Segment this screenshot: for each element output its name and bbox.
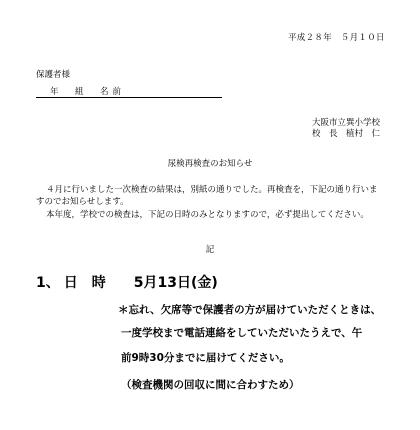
name-field-line (36, 86, 222, 98)
note-line-3: 前9時30分までに届けてください。 (121, 352, 290, 364)
name-field-label: 年 組 名前 (50, 87, 126, 97)
note-line-2: 一度学校まで電話連絡をしていただいたうえで、午 (121, 327, 363, 339)
item-label-time: 時 (91, 275, 106, 291)
item-label-day: 日 (63, 275, 78, 291)
document-title: 尿検再検査のお知らせ (167, 159, 253, 169)
ki-heading: 記 (205, 245, 215, 255)
item-number: 1、 (36, 275, 60, 291)
sender-school: 大阪市立巽小学校 (312, 118, 381, 128)
document-date: 平成２８年 ５月１０日 (288, 33, 385, 43)
sender-principal: 校 長 植村 仁 (312, 129, 381, 139)
schedule-item (36, 274, 218, 292)
note-line-1: ＊忘れ、欠席等で保護者の方が届けていただくときは、 (118, 304, 382, 316)
body-paragraph-2: 本年度，学校での検査は，下記の日時のみとなりますので，必ず提出してください。 (46, 210, 369, 220)
item-date-value: 5月13日(金) (133, 275, 218, 291)
body-paragraph-1: ４月に行いました一次検査の結果は，別紙の通りでした。再検査を，下記の通り行いますのでお知らせします。 (36, 185, 378, 207)
recipient-salutation: 保護者様 (36, 70, 71, 80)
note-line-4: （検査機関の回収に間に合わすため） (121, 379, 300, 391)
